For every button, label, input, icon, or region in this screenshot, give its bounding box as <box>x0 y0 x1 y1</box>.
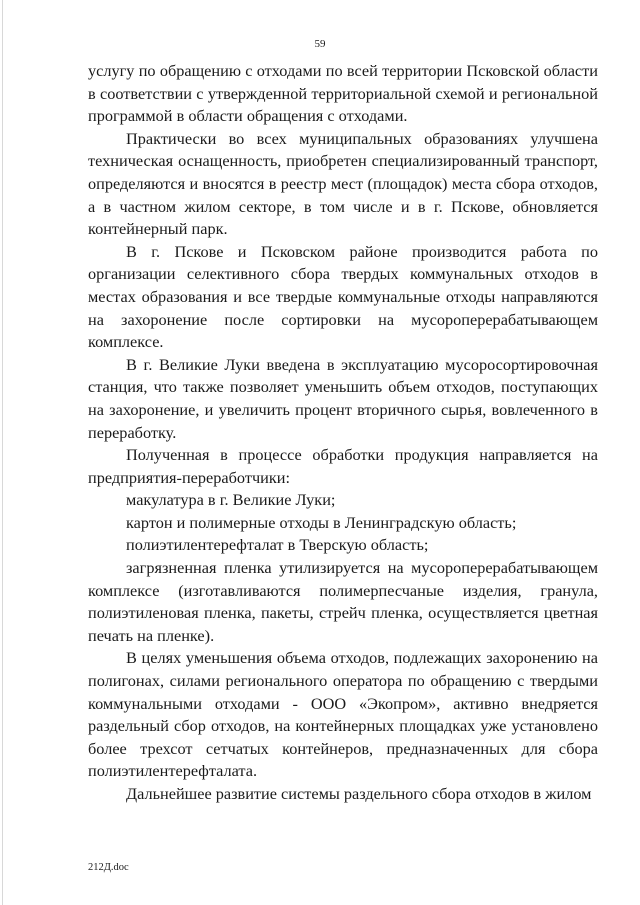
paragraph-ecoprom: В целях уменьшения объема отходов, подлежащих захоронению на полигонах, силами регионального оператора по обращению с твердыми коммунальными отходами - ООО «Экопром», активно внедряется раздельный сбор отходов, на контейнерных площадках уже установлено более трехсот сетчатых контейнеров, предназначенных для сбора полиэтилентерефталата. <box>88 648 598 781</box>
paragraph-further-development: Дальнейшее развитие системы раздельного сбора отходов в жилом <box>126 784 592 803</box>
paragraph-equipment: Практически во всех муниципальных образованиях улучшена техническая оснащенность, приобретен специализированный транспорт, определяются и вносятся в реестр мест (площадок) места сбора отходов, а в частном жилом секторе, в том числе и в г. Пскове, обновляется контейнерный парк. <box>88 128 598 239</box>
list-item-paper: макулатура в г. Великие Луки; <box>126 490 336 510</box>
paragraph-pskov-collection: В г. Пскове и Псковском районе производится работа по организации селективного сбора твердых коммунальных отходов в местах образования и все твердые коммунальные отходы направляются на захоронение после сортировки на мусороперерабатывающем комплексе. <box>88 241 598 352</box>
document-body <box>88 60 598 806</box>
page-edge-line <box>2 0 3 905</box>
list-item-cardboard: картон и полимерные отходы в Ленинградскую область; <box>126 512 517 532</box>
paragraph-products-intro: Полученная в процессе обработки продукция направляется на предприятия-переработчики: <box>88 445 598 487</box>
list-item-film: загрязненная пленка утилизируется на мусороперерабатывающем комплексе (изготавливаются полимерпесчаные изделия, гранула, полиэтиленовая пленка, пакеты, стрейч пленка, осуществляется цветная печать на пленке). <box>88 558 598 645</box>
page-number: 59 <box>314 38 326 50</box>
paragraph-velikie-luki-station: В г. Великие Луки введена в эксплуатацию мусоросортировочная станция, что также позволяет уменьшить объем отходов, поступающих на захоронение, и увеличить процент вторичного сырья, вовлеченного в переработку. <box>88 354 598 442</box>
paragraph-continued: услугу по обращению с отходами по всей территории Псковской области в соответствии с утвержденной территориальной схемой и региональной программой в области обращения с отходами. <box>88 61 598 126</box>
list-item-pet: полиэтилентерефталат в Тверскую область; <box>126 535 429 555</box>
footer-filename: 212Д.doc <box>88 862 129 873</box>
